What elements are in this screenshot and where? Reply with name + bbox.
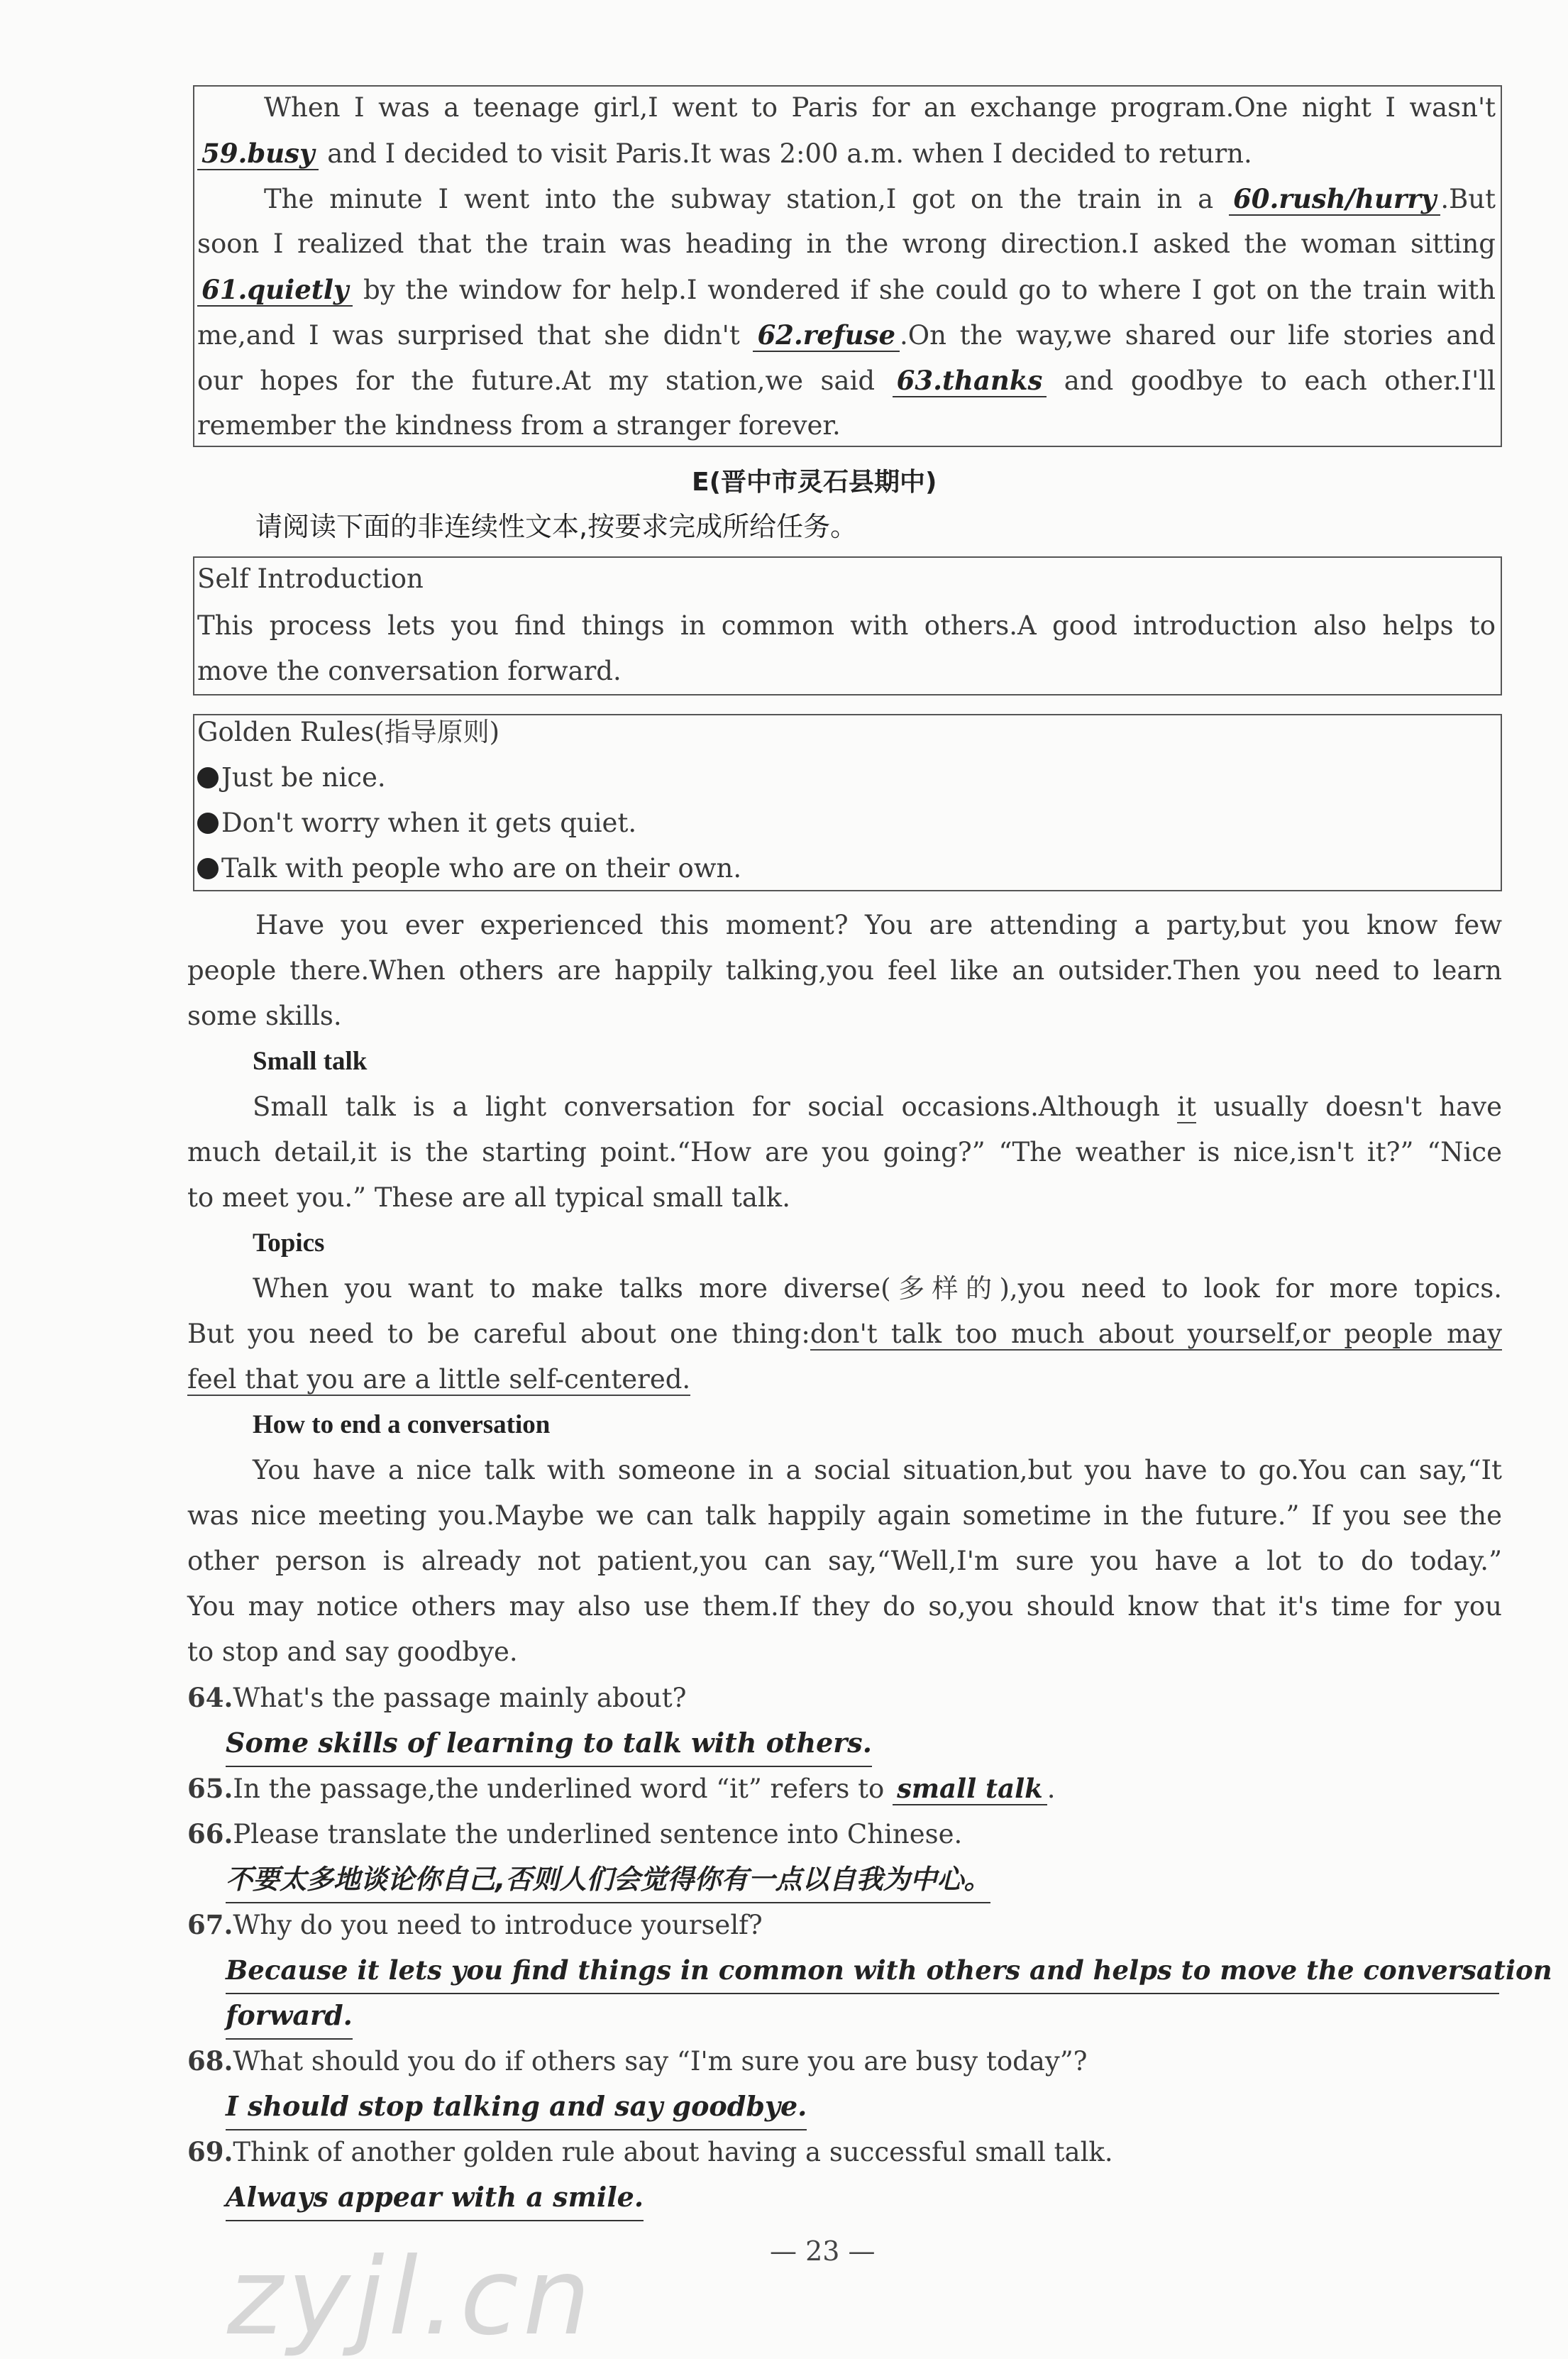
golden-rule-item: Just be nice. — [197, 755, 386, 801]
answer-67-line2: forward. — [226, 1993, 353, 2040]
passage-d-line: When I was a teenage girl,I went to Paris for an exchange program.One night I wasn't — [264, 92, 1496, 123]
intro-line: Have you ever experienced this moment? You are attending a party,but you know few — [255, 910, 1502, 940]
golden-rule-item: Don't worry when it gets quiet. — [197, 801, 636, 846]
watermark-logo: zyjl.cn — [227, 2236, 595, 2359]
section-e-instruction: 请阅读下面的非连续性文本,按要求完成所给任务。 — [255, 511, 858, 542]
passage-d-line: soon I realized that the train was heading in the wrong direction.I asked the woman sitting — [197, 229, 1496, 259]
golden-rules-title: Golden Rules(指导原则) — [197, 717, 500, 747]
passage-d-line: remember the kindness from a stranger forever. — [197, 410, 841, 441]
intro-line: some skills. — [187, 1001, 342, 1031]
small-talk-heading: Small talk — [253, 1047, 368, 1076]
end-conversation-line: You have a nice talk with someone in a social situation,but you have to go.You can say,“It — [253, 1455, 1502, 1485]
blank-answer: 59.busy — [197, 138, 319, 170]
passage-d-line: me,and I was surprised that she didn't 62.refuse .On the way,we shared our life stories and — [197, 319, 1496, 351]
self-intro-title: Self Introduction — [197, 563, 424, 594]
self-intro-line2: move the conversation forward. — [197, 656, 622, 686]
answer-66: 不要太多地谈论你自己,否则人们会觉得你有一点以自我为中心。 — [226, 1857, 990, 1903]
question-65: 65.In the passage,the underlined word “it” refers to small talk . — [187, 1773, 1056, 1804]
bullet-icon — [197, 858, 219, 879]
end-conversation-heading: How to end a conversation — [253, 1410, 551, 1439]
golden-rule-item: Talk with people who are on their own. — [197, 846, 741, 891]
blank-answer: 62.refuse — [753, 319, 900, 352]
passage-d-line: The minute I went into the subway station,I got on the train in a 60.rush/hurry .But — [264, 183, 1496, 214]
passage-d-line: 59.busy and I decided to visit Paris.It was 2:00 a.m. when I decided to return. — [197, 131, 1252, 177]
topics-line1: When you want to make talks more diverse(多样的),you need to look for more topics. — [253, 1273, 1502, 1304]
topics-heading: Topics — [253, 1228, 325, 1258]
blank-answer: 60.rush/hurry — [1229, 183, 1440, 216]
passage-d-line: our hopes for the future.At my station,we said 63.thanks and goodbye to each other.I'll — [197, 365, 1496, 396]
question-64: 64.What's the passage mainly about? — [187, 1682, 687, 1713]
small-talk-line3: to meet you.” These are all typical small talk. — [187, 1182, 790, 1213]
passage-d-line: 61.quietly by the window for help.I wondered if she could go to where I got on the train with — [197, 267, 1496, 313]
blank-answer: 61.quietly — [197, 274, 353, 307]
topics-line3: feel that you are a little self-centered. — [187, 1364, 691, 1395]
answer-64: Some skills of learning to talk with others. — [226, 1720, 872, 1767]
end-conversation-line: You may notice others may also use them.If they do so,you should know that it's time for you — [187, 1591, 1502, 1622]
question-66: 66.Please translate the underlined sentence into Chinese. — [187, 1818, 963, 1849]
topics-line2: But you need to be careful about one thing:don't talk too much about yourself,or people may — [187, 1319, 1502, 1349]
answer-68: I should stop talking and say goodbye. — [226, 2084, 807, 2130]
self-intro-line1: This process lets you find things in common with others.A good introduction also helps to — [197, 610, 1496, 641]
section-e-heading: E(晋中市灵石县期中) — [692, 468, 937, 497]
question-68: 68.What should you do if others say “I'm sure you are busy today”? — [187, 2045, 1088, 2077]
answer-69: Always appear with a smile. — [226, 2174, 644, 2221]
small-talk-line2: much detail,it is the starting point.“How are you going?” “The weather is nice,isn't it?” “Nice — [187, 1137, 1502, 1167]
end-conversation-line: other person is already not patient,you can say,“Well,I'm sure you have a lot to do today.” — [187, 1546, 1502, 1576]
answer-67-line1: Because it lets you find things in common with others and helps to move the conversation — [226, 1947, 1499, 1994]
answer-65: small talk — [893, 1773, 1047, 1805]
end-conversation-line: was nice meeting you.Maybe we can talk happily again sometime in the future.” If you see the — [187, 1500, 1502, 1531]
question-69: 69.Think of another golden rule about having a successful small talk. — [187, 2136, 1113, 2167]
blank-answer: 63.thanks — [893, 365, 1047, 397]
end-conversation-line: to stop and say goodbye. — [187, 1637, 518, 1667]
question-67: 67.Why do you need to introduce yourself? — [187, 1909, 763, 1940]
page-number: — 23 — — [770, 2236, 876, 2267]
bullet-icon — [197, 813, 219, 834]
bullet-icon — [197, 767, 219, 788]
small-talk-line1: Small talk is a light conversation for social occasions.Although it usually doesn't have — [253, 1091, 1502, 1122]
intro-line: people there.When others are happily talking,you feel like an outsider.Then you need to learn — [187, 955, 1502, 986]
